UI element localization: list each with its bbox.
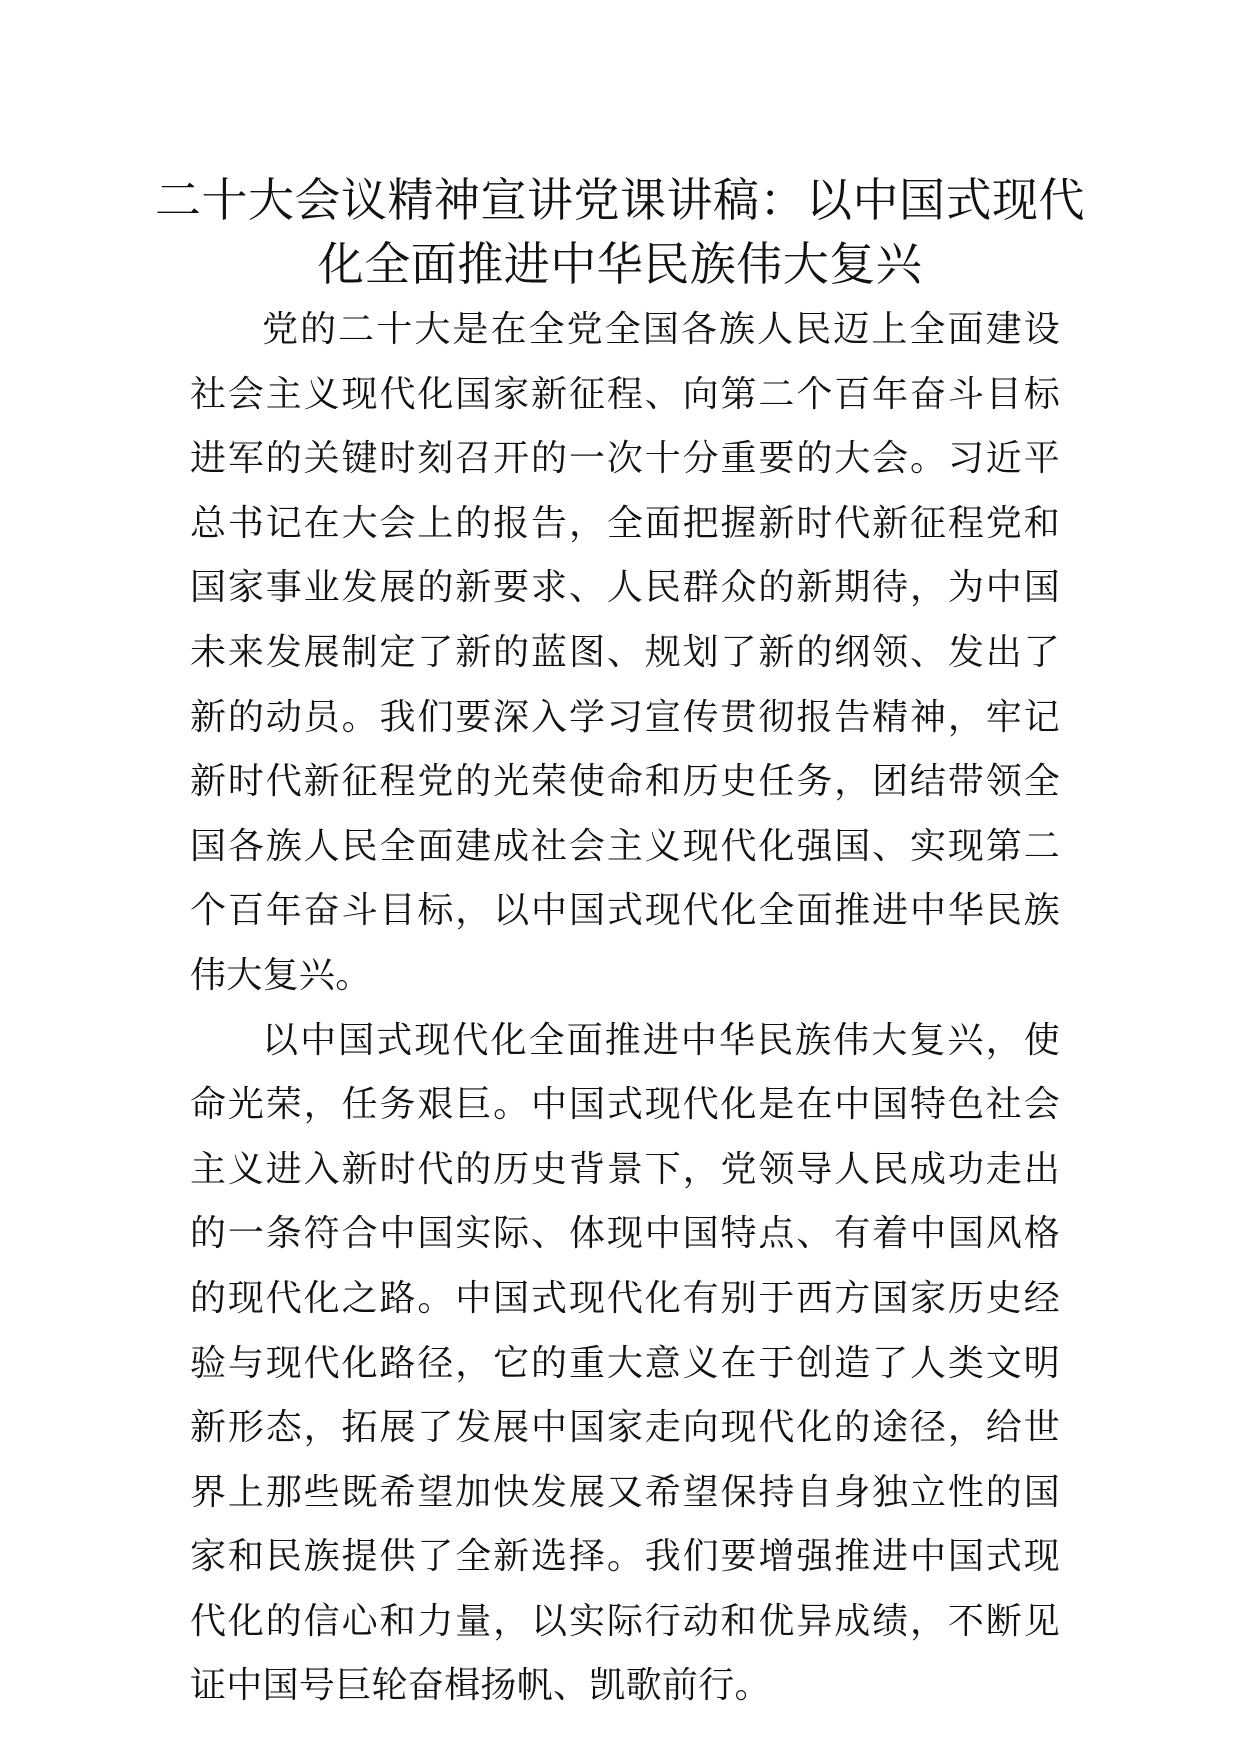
document-body [190,298,1060,1719]
paragraph-1: 党的二十大是在全党全国各族人民迈上全面建设社会主义现代化国家新征程、向第二个百年奋斗目标进军的关键时刻召开的一次十分重要的大会。习近平总书记在大会上的报告，全面把握新时代新征程党和国家事业发展的新要求、人民群众的新期待，为中国未来发展制定了新的蓝图、规划了新的纲领、发出了新的动员。我们要深入学习宣传贯彻报告精神，牢记新时代新征程党的光荣使命和历史任务，团结带领全国各族人民全面建成社会主义现代化强国、实现第二个百年奋斗目标，以中国式现代化全面推进中华民族伟大复兴。 [190,309,1060,996]
document-title: 二十大会议精神宣讲党课讲稿：以中国式现代化全面推进中华民族伟大复兴 [155,173,1085,291]
paragraph-2: 以中国式现代化全面推进中华民族伟大复兴，使命光荣，任务艰巨。中国式现代化是在中国特色社会主义进入新时代的历史背景下，党领导人民成功走出的一条符合中国实际、体现中国特点、有着中国风格的现代化之路。中国式现代化有别于西方国家历史经验与现代化路径，它的重大意义在于创造了人类文明新形态，拓展了发展中国家走向现代化的途径，给世界上那些既希望加快发展又希望保持自身独立性的国家和民族提供了全新选择。我们要增强推进中国式现代化的信心和力量，以实际行动和优异成绩，不断见证中国号巨轮奋楫扬帆、凯歌前行。 [190,1019,1060,1707]
